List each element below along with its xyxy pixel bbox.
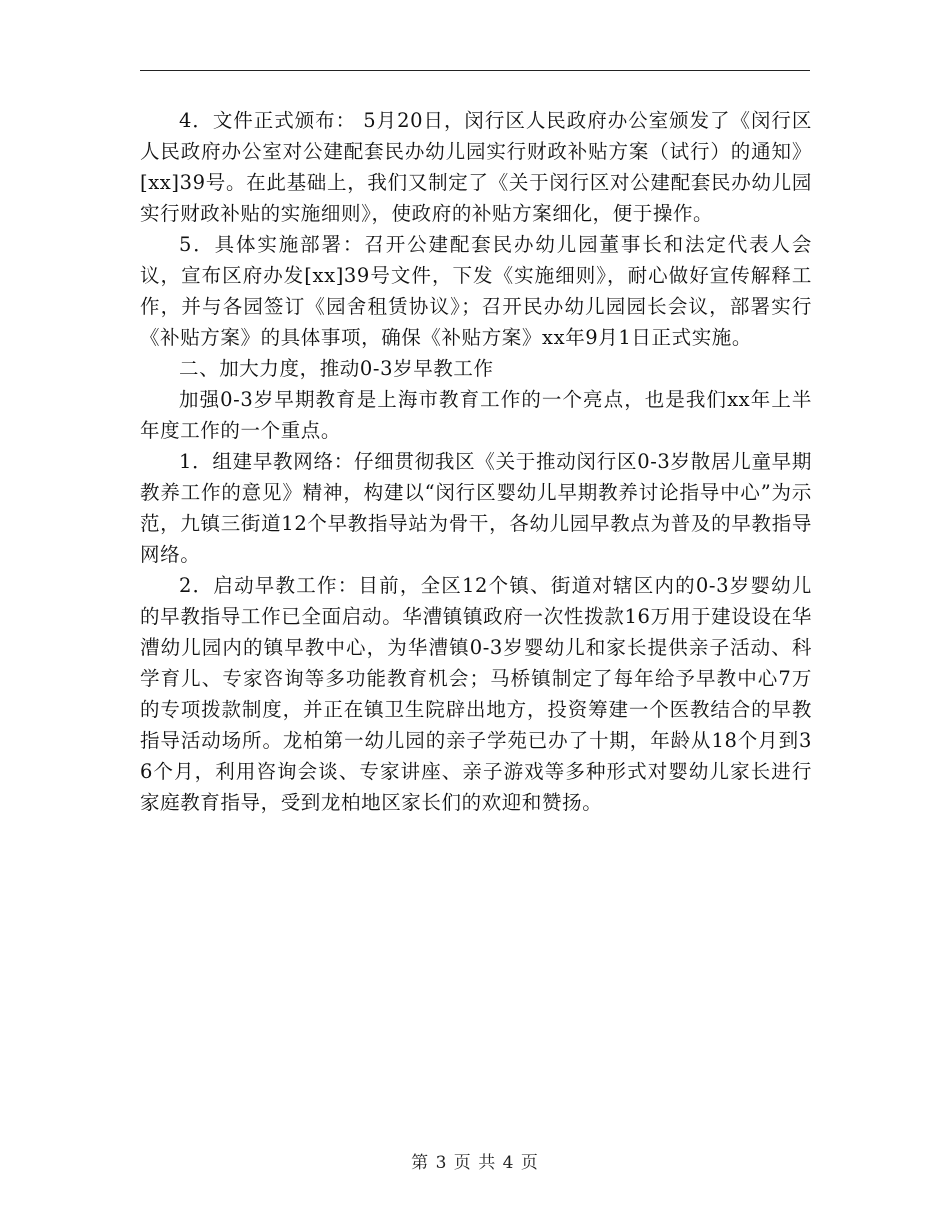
paragraph-item-1: 1．组建早教网络：仔细贯彻我区《关于推动闵行区0-3岁散居儿童早期教养工作的意见》精神，构建以“闵行区婴幼儿早期教养讨论指导中心”为示范，九镇三街道12个早教指导站为骨干，各幼儿园早教点为普及的早教指导网络。 (140, 450, 812, 566)
document-body (140, 105, 812, 818)
paragraph-item-5: 5．具体实施部署：召开公建配套民办幼儿园董事长和法定代表人会议，宣布区府办发[xx]39号文件，下发《实施细则》，耐心做好宣传解释工作，并与各园签订《园舍租赁协议》；召开民办幼儿园园长会议，部署实行《补贴方案》的具体事项，确保《补贴方案》xx年9月1日正式实施。 (140, 233, 812, 349)
page-number: 第 3 页 共 4 页 (411, 1153, 539, 1173)
paragraph-item-2: 2．启动早教工作：目前，全区12个镇、街道对辖区内的0-3岁婴幼儿的早教指导工作已全面启动。华漕镇镇政府一次性拨款16万用于建设设在华漕幼儿园内的镇早教中心，为华漕镇0-3岁婴幼儿和家长提供亲子活动、科学育儿、专家咨询等多功能教育机会；马桥镇制定了每年给予早教中心7万的专项拨款制度，并正在镇卫生院辟出地方，投资筹建一个医教结合的早教指导活动场所。龙柏第一幼儿园的亲子学苑已办了十期，年龄从18个月到36个月，利用咨询会谈、专家讲座、亲子游戏等多种形式对婴幼儿家长进行家庭教育指导，受到龙柏地区家长们的欢迎和赞扬。 (140, 574, 812, 814)
page-footer (0, 1148, 950, 1173)
paragraph-item-4: 4．文件正式颁布： 5月20日，闵行区人民政府办公室颁发了《闵行区人民政府办公室对公建配套民办幼儿园实行财政补贴方案（试行）的通知》[xx]39号。在此基础上，我们又制定了《关于闵行区对公建配套民办幼儿园实行财政补贴的实施细则》，使政府的补贴方案细化，便于操作。 (140, 109, 812, 225)
header-rule (140, 70, 810, 71)
section-heading-2: 二、加大力度，推动0-3岁早教工作 (179, 357, 494, 380)
section-intro-paragraph: 加强0-3岁早期教育是上海市教育工作的一个亮点，也是我们xx年上半年度工作的一个重点。 (140, 388, 812, 442)
